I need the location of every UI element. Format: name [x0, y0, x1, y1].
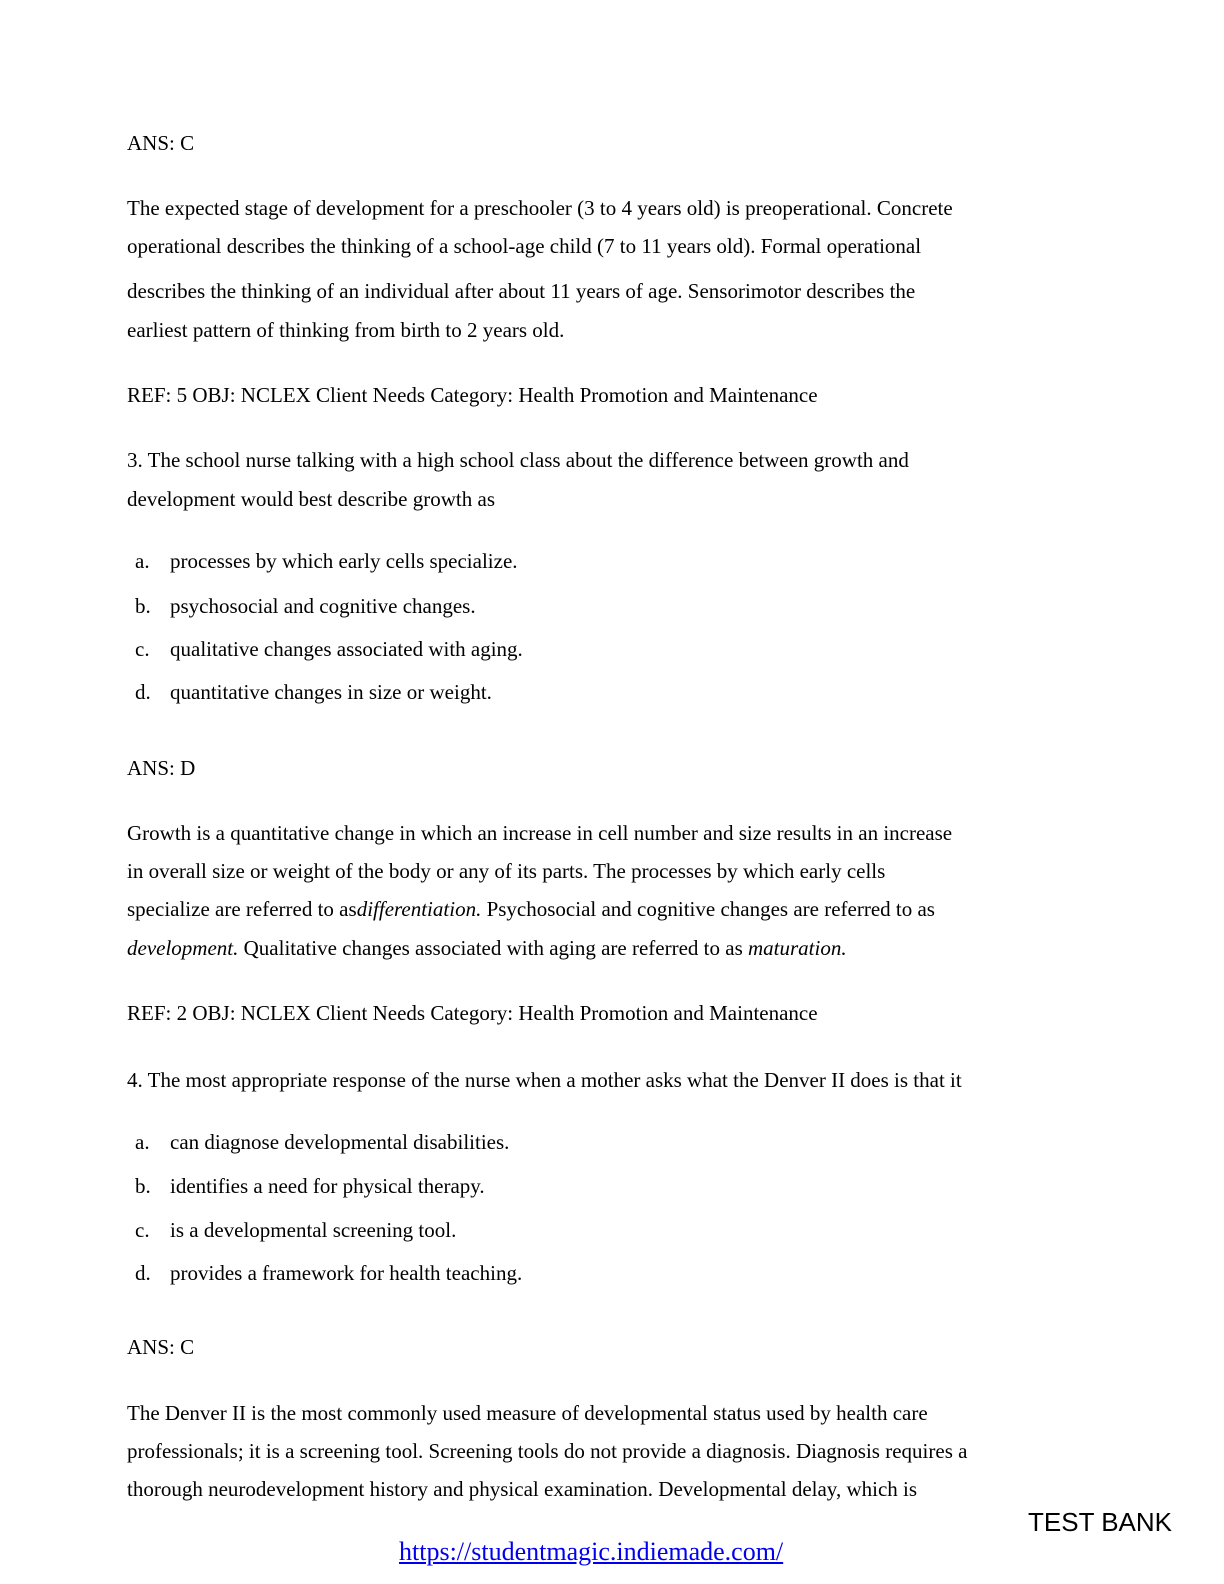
rationale-line: describes the thinking of an individual after about 11 years of age. Sensorimotor describes the	[127, 279, 916, 303]
reference-q2: REF: 5 OBJ: NCLEX Client Needs Category: Health Promotion and Maintenance	[127, 383, 818, 407]
option-text: processes by which early cells specialize.	[170, 549, 518, 573]
option-letter: a.	[135, 1130, 150, 1154]
option-d	[135, 680, 492, 704]
option-b	[135, 1174, 485, 1198]
option-letter: c.	[135, 637, 150, 661]
option-text: psychosocial and cognitive changes.	[170, 594, 476, 618]
answer-q2: ANS: C	[127, 131, 195, 155]
rationale-line	[127, 936, 847, 960]
rationale-line: thorough neurodevelopment history and physical examination. Developmental delay, which is	[127, 1477, 918, 1501]
rationale-line: professionals; it is a screening tool. Screening tools do not provide a diagnosis. Diagnosis requires a	[127, 1439, 968, 1463]
rationale-line: in overall size or weight of the body or any of its parts. The processes by which early cells	[127, 859, 886, 883]
term-differentiation: differentiation.	[356, 897, 482, 921]
rationale-line: The Denver II is the most commonly used measure of developmental status used by health care	[127, 1401, 928, 1425]
option-text: quantitative changes in size or weight.	[170, 680, 492, 704]
option-letter: b.	[135, 594, 151, 618]
rationale-line	[127, 897, 935, 921]
rationale-line: The expected stage of development for a preschooler (3 to 4 years old) is preoperational. Concrete	[127, 196, 953, 220]
option-text: identifies a need for physical therapy.	[170, 1174, 485, 1198]
option-a	[135, 549, 518, 573]
option-b	[135, 594, 476, 618]
question-stem: 4. The most appropriate response of the nurse when a mother asks what the Denver II does is that it	[127, 1068, 962, 1092]
option-letter: d.	[135, 680, 151, 704]
answer-q4: ANS: C	[127, 1335, 195, 1359]
rationale-line: earliest pattern of thinking from birth to 2 years old.	[127, 318, 565, 342]
term-development: development.	[127, 936, 239, 960]
option-text: provides a framework for health teaching.	[170, 1261, 523, 1285]
question-stem: development would best describe growth as	[127, 487, 495, 511]
rationale-line: Growth is a quantitative change in which an increase in cell number and size results in an increase	[127, 821, 953, 845]
answer-q3: ANS: D	[127, 756, 196, 780]
reference-q3: REF: 2 OBJ: NCLEX Client Needs Category: Health Promotion and Maintenance	[127, 1001, 818, 1025]
option-d	[135, 1261, 522, 1285]
option-c	[135, 637, 523, 661]
option-letter: b.	[135, 1174, 151, 1198]
option-text: qualitative changes associated with aging.	[170, 637, 523, 661]
rationale-line: operational describes the thinking of a school-age child (7 to 11 years old). Formal operational	[127, 234, 922, 258]
option-text: can diagnose developmental disabilities.	[170, 1130, 510, 1154]
text: specialize are referred to as	[127, 897, 357, 921]
option-a	[135, 1130, 509, 1154]
option-c	[135, 1218, 456, 1242]
option-letter: d.	[135, 1261, 151, 1285]
text: Qualitative changes associated with aging are referred to as	[238, 936, 748, 960]
text: Psychosocial and cognitive changes are referred to as	[481, 897, 935, 921]
option-text: is a developmental screening tool.	[170, 1218, 457, 1242]
option-letter: c.	[135, 1218, 150, 1242]
question-stem: 3. The school nurse talking with a high school class about the difference between growth and	[127, 448, 909, 472]
term-maturation: maturation.	[748, 936, 847, 960]
option-letter: a.	[135, 549, 150, 573]
footer-link[interactable]: https://studentmagic.indiemade.com/	[399, 1537, 784, 1566]
watermark-test-bank: TEST BANK	[1028, 1507, 1173, 1537]
